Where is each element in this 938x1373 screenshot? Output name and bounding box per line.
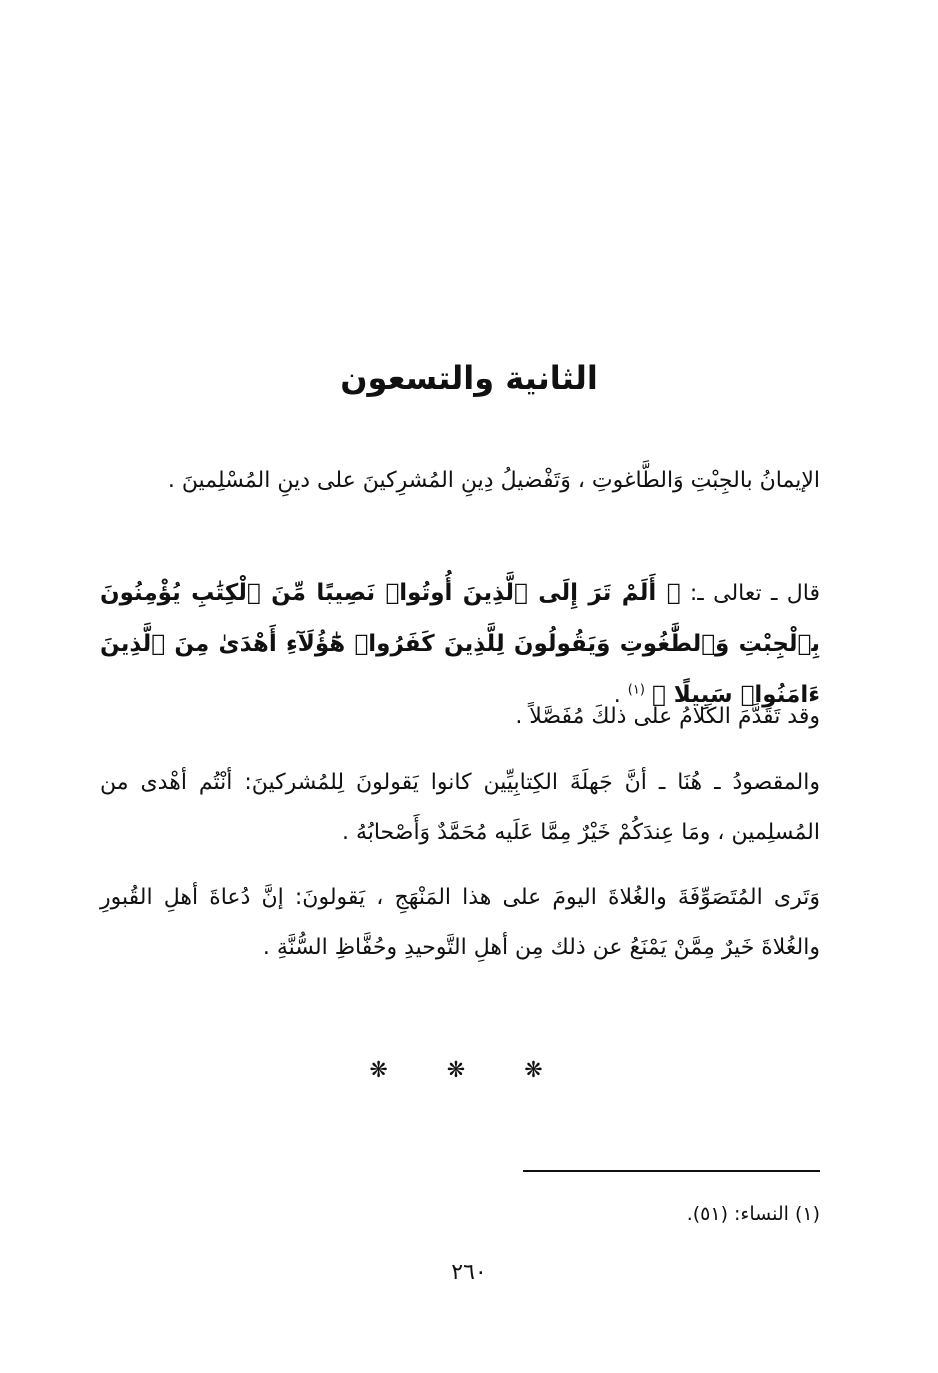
chapter-title: الثانية والتسعون [340, 359, 598, 398]
footnote-reference[interactable]: (١) [627, 682, 645, 698]
meaning-paragraph: والمقصودُ ـ هُنَا ـ أنَّ جَهلَةَ الكِتابِيِّين كانوا يَقولونَ لِلمُشركينَ: أنْتُم أهْدى من المُسلِمين ، ومَا عِندَكُمْ خَيْرٌ مِمَّا عَلَيه مُحَمَّدٌ وَأَصْحابُهُ . [100, 770, 820, 845]
today-paragraph: وَتَرى المُتَصَوِّفَةَ والغُلاةَ اليومَ على هذا المَنْهَجِ ، يَقولونَ: إنَّ دُعاةَ أهلِ القُبورِ والغُلاةَ خَيرٌ مِمَّنْ يَمْنَعُ عن ذلك مِن أهلِ التَّوحيدِ وحُفَّاظِ السُّنَّةِ . [100, 885, 820, 960]
verse-end: . [613, 683, 621, 708]
footnote-divider [523, 1170, 820, 1172]
verse-intro: قال ـ تعالى ـ: [680, 581, 820, 606]
page-number: ٢٦٠ [451, 1260, 487, 1285]
footnote: (١) النساء: (٥١). [686, 1203, 820, 1225]
detailed-note-paragraph: وقد تَقَدَّمَ الكَلامُ على ذلكَ مُفَصَّلاً . [515, 704, 820, 729]
section-separator: ❋ ❋ ❋ [369, 1058, 569, 1083]
topic-paragraph: الإيمانُ بالجِبْتِ وَالطَّاغوتِ ، وَتَفْضيلُ دِينِ المُشرِكينَ على دينِ المُسْلِمينَ . [167, 468, 820, 493]
quran-verse: ﴿ أَلَمْ تَرَ إِلَى ٱلَّذِينَ أُوتُوا۟ نَصِيبًا مِّنَ ٱلْكِتَٰبِ يُؤْمِنُونَ بِٱلْجِبْتِ وَٱلطَّٰغُوتِ وَيَقُولُونَ لِلَّذِينَ كَفَرُوا۟ هَٰٓؤُلَآءِ أَهْدَىٰ مِنَ ٱلَّذِينَ ءَامَنُوا۟ سَبِيلًا ﴾ [100, 580, 820, 708]
